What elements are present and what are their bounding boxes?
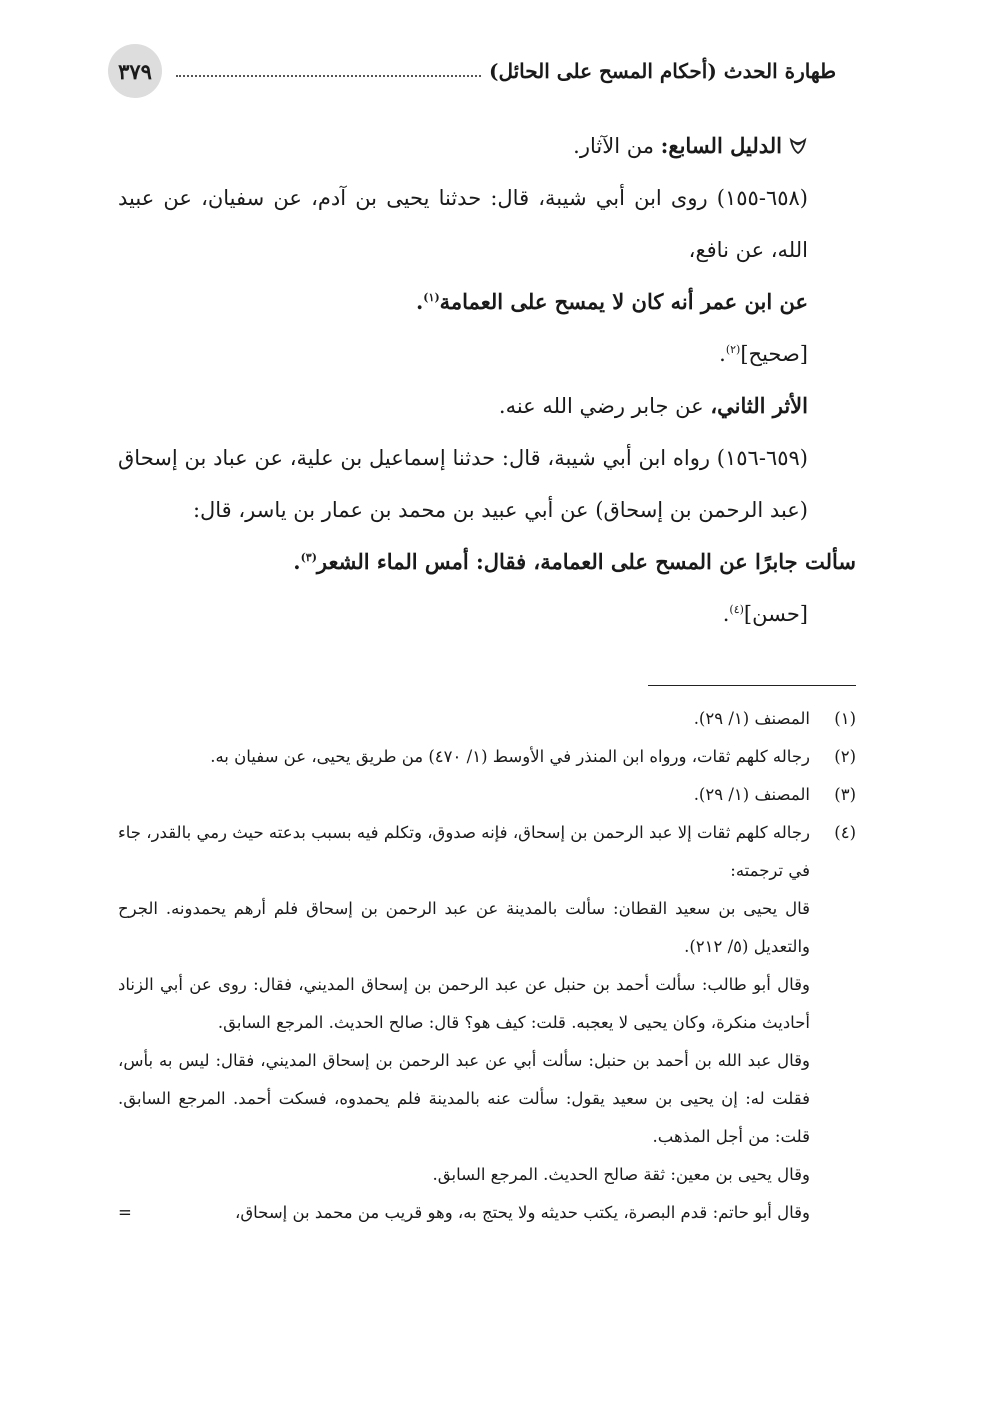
main-text	[118, 120, 856, 640]
footnotes	[118, 700, 856, 1232]
punctuation: .	[293, 549, 301, 574]
footnote-text: قال يحيى بن سعيد القطان: سألت بالمدينة عن عبد الرحمن بن إسحاق فلم أرهم يحمدونه. الجرح والتعديل (٥/ ٢١٢).	[118, 899, 810, 956]
footnote-ref: (٢)	[725, 343, 741, 356]
footnote-item	[118, 700, 856, 738]
section-text: عن جابر رضي الله عنه.	[498, 394, 711, 418]
grading-text: [حسن]	[743, 602, 808, 626]
footnote-number: (١)	[834, 709, 856, 728]
page-number-badge: ٣٧٩	[108, 44, 162, 98]
narration-chain: (٦٥٨-١٥٥) روى ابن أبي شيبة، قال: حدثنا يحيى بن آدم، عن سفيان، عن عبيد الله، عن نافع،	[118, 186, 808, 262]
footnote-item	[118, 776, 856, 814]
footnote-text: رجاله كلهم ثقات إلا عبد الرحمن بن إسحاق، فإنه صدوق، وتكلم فيه بسبب بدعته حيث رمي بالقدر، جاء في ترجمته:	[118, 823, 810, 880]
narration-text	[118, 276, 856, 328]
section-label: الدليل السابع:	[660, 133, 782, 158]
ornament-icon	[788, 136, 808, 156]
continuation-mark: =	[118, 1203, 132, 1222]
grading-text: [صحيح]	[740, 342, 808, 366]
footnote-item	[118, 738, 856, 776]
dotted-leader	[176, 75, 481, 77]
footnote-ref: (١)	[423, 291, 440, 304]
paragraph	[118, 120, 856, 172]
footnote-text: وقال أبو طالب: سألت أحمد بن حنبل عن عبد الرحمن بن إسحاق المديني، فقال: روى عن أبي الزناد أحاديث منكرة، وكان يحيى لا يعجبه. قلت: كيف هو؟ قال: صالح الحديث. المرجع السابق.	[118, 975, 810, 1032]
footnote-text: وقال عبد الله بن أحمد بن حنبل: سألت أبي عن عبد الرحمن بن إسحاق المديني، فقال: ليس به بأس، فقلت له: إن يحيى بن سعيد يقول: سألت عنه بالمدينة فلم يحمدوه، فسكت أحمد. المرجع السابق. قلت: من أجل المذهب.	[118, 1051, 810, 1146]
narration-text	[118, 536, 856, 588]
grading	[118, 328, 856, 380]
punctuation: .	[719, 342, 726, 366]
narration-content: سألت جابرًا عن المسح على العمامة، فقال: أمس الماء الشعر	[316, 549, 856, 574]
grading	[118, 588, 856, 640]
running-title: طهارة الحدث (أحكام المسح على الحائل)	[489, 59, 836, 83]
running-header	[176, 56, 844, 86]
page-header	[108, 44, 844, 100]
footnote-number: (٢)	[834, 747, 856, 766]
footnote-ref: (٤)	[729, 603, 744, 616]
footnote-number: (٣)	[834, 785, 856, 804]
punctuation: .	[415, 289, 424, 314]
footnote-item	[118, 814, 856, 1232]
footnote-text: المصنف (١/ ٢٩).	[693, 709, 810, 728]
footnote-text: رجاله كلهم ثقات، ورواه ابن المنذر في الأوسط (١/ ٤٧٠) من طريق يحيى، عن سفيان به.	[210, 747, 810, 766]
section-text: من الآثار.	[573, 134, 661, 158]
footnote-ref: (٣)	[300, 551, 317, 564]
footnote-text: وقال يحيى بن معين: ثقة صالح الحديث. المرجع السابق.	[432, 1165, 810, 1184]
footnote-text: المصنف (١/ ٢٩).	[693, 785, 810, 804]
section-label: الأثر الثاني،	[710, 393, 808, 418]
narration-content: عن ابن عمر أنه كان لا يمسح على العمامة	[439, 289, 808, 314]
footnote-text: وقال أبو حاتم: قدم البصرة، يكتب حديثه ولا يحتج به، وهو قريب من محمد بن إسحاق،	[235, 1203, 810, 1222]
paragraph	[118, 380, 856, 432]
footnote-separator	[648, 685, 856, 686]
footnote-number: (٤)	[834, 823, 856, 842]
footnote-continued	[118, 1194, 810, 1232]
punctuation: .	[722, 602, 730, 626]
narration-chain: (٦٥٩-١٥٦) رواه ابن أبي شيبة، قال: حدثنا إسماعيل بن علية، عن عباد بن إسحاق (عبد الرحمن بن إسحاق) عن أبي عبيد بن محمد بن عمار بن ياسر، قال:	[118, 446, 808, 522]
